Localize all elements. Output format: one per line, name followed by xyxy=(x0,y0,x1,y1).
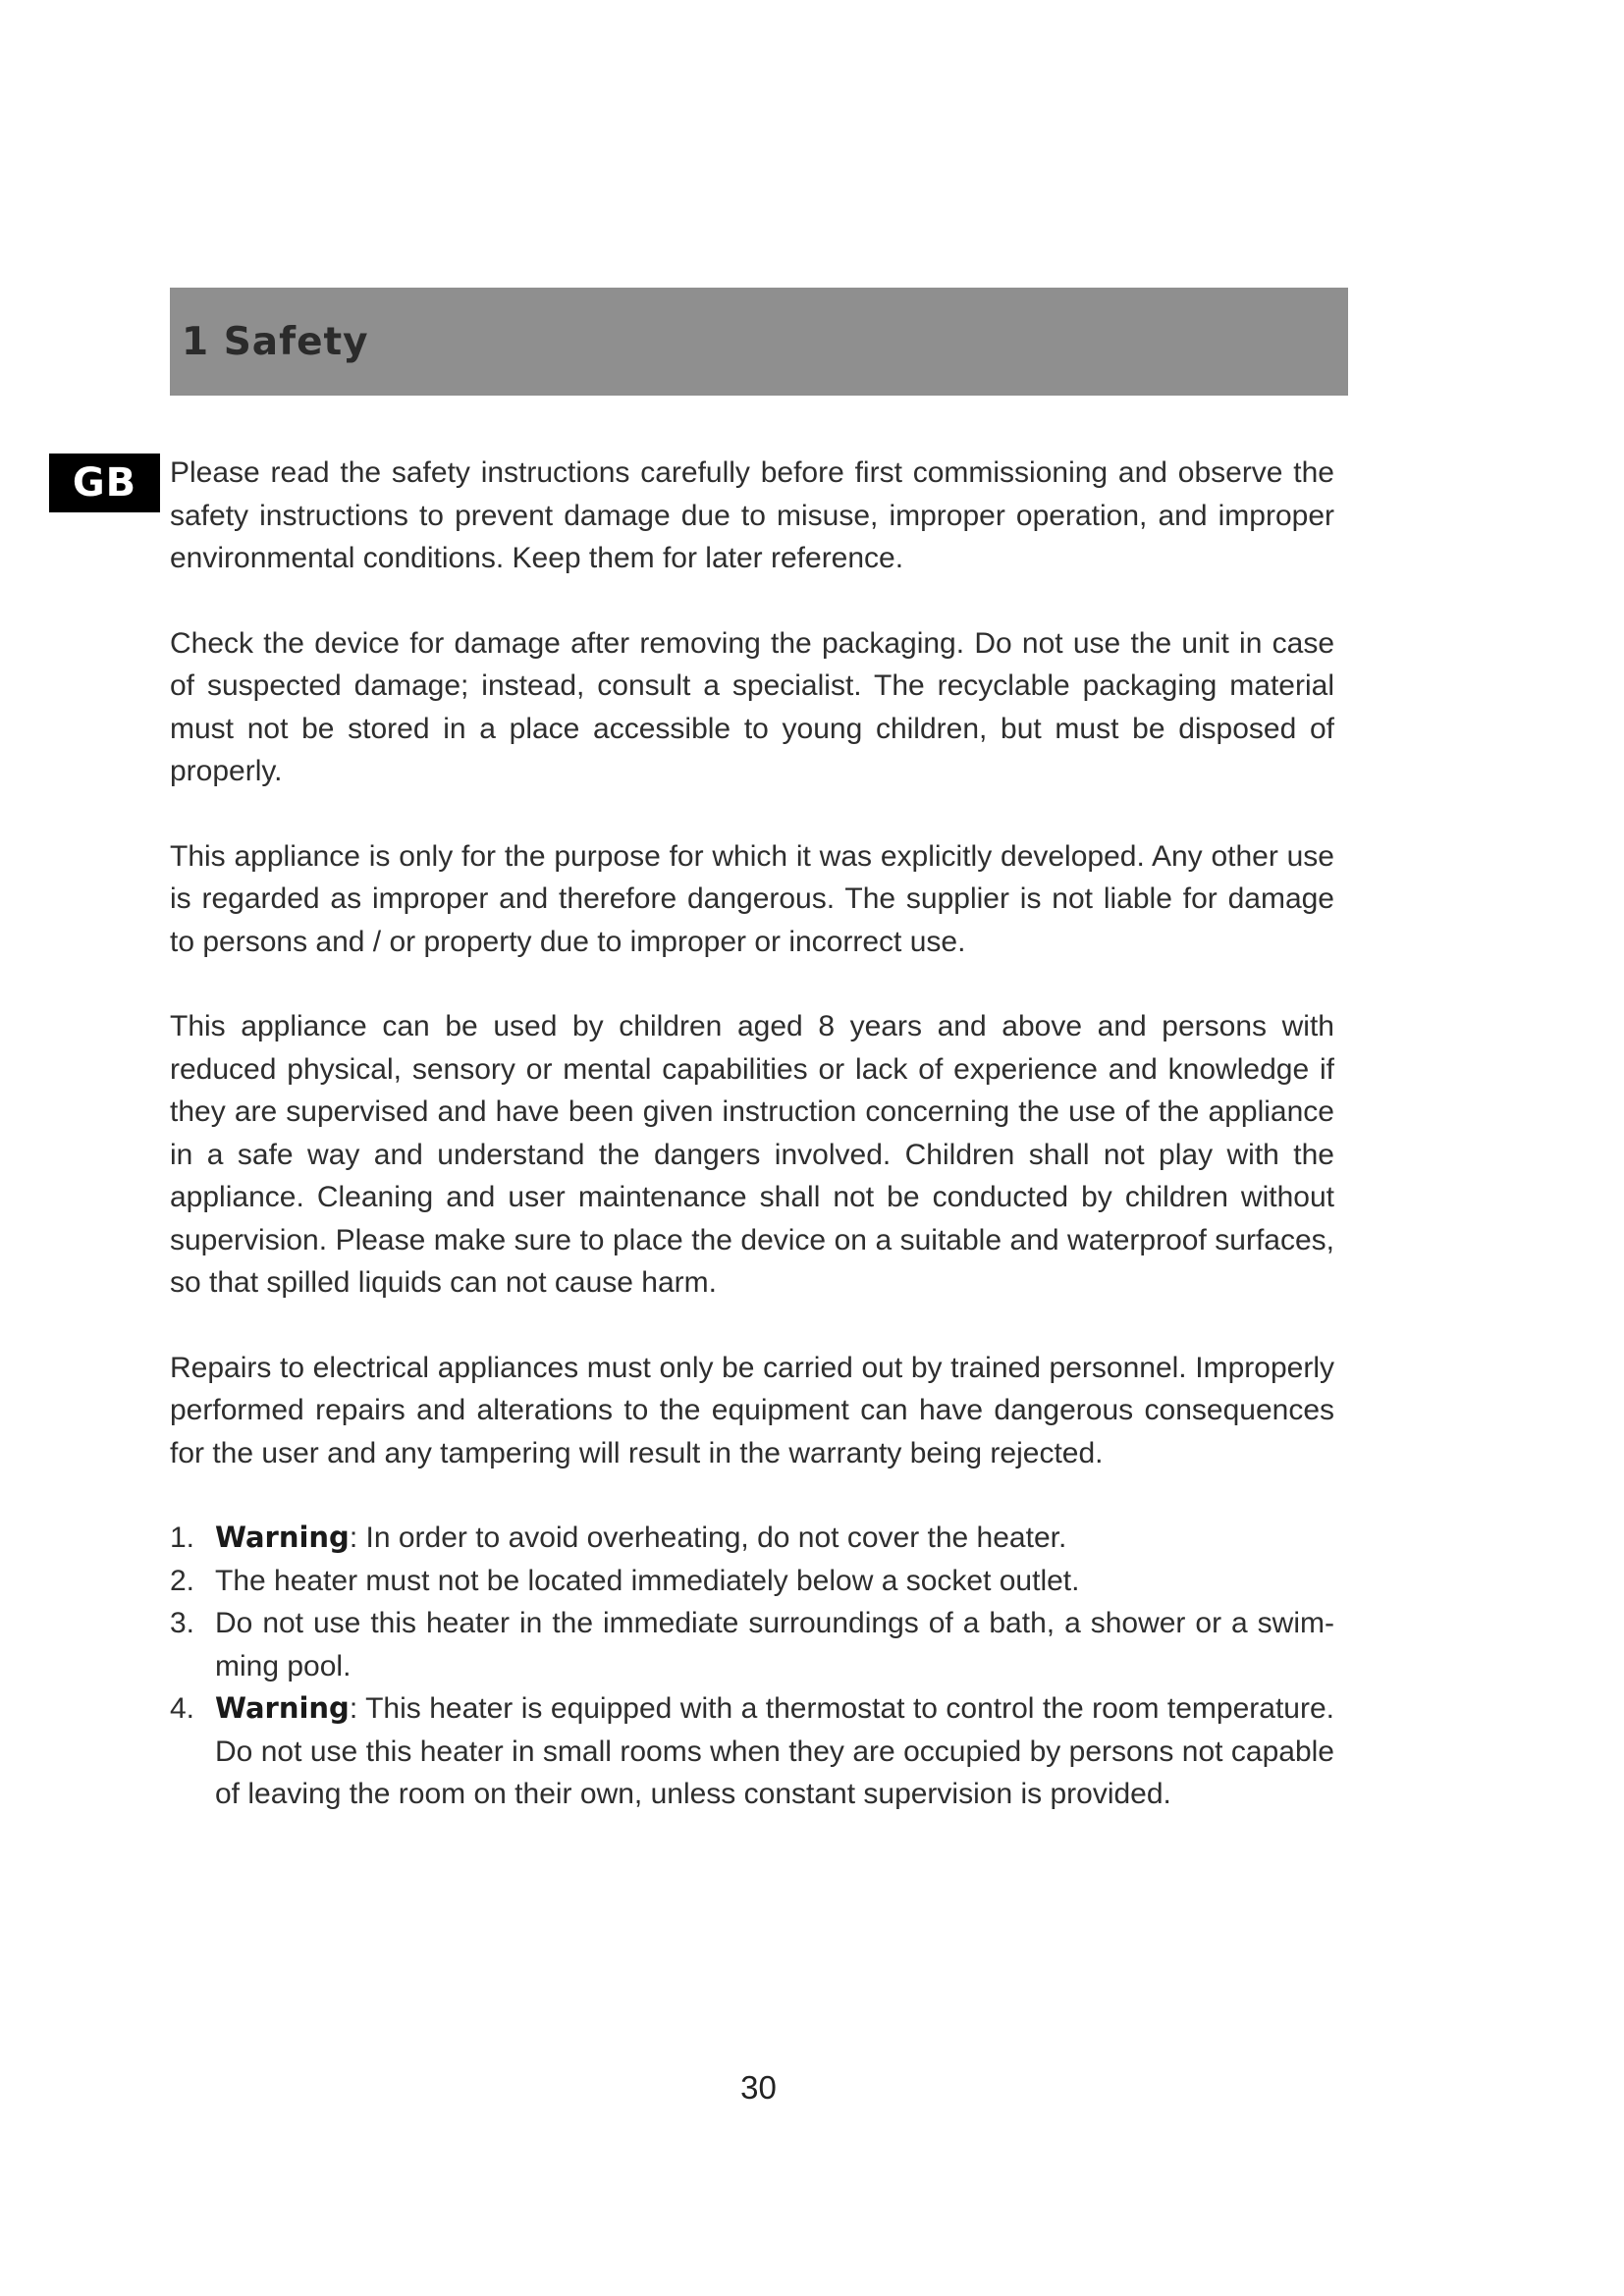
section-title: 1 Safety xyxy=(182,319,369,364)
list-item xyxy=(170,1687,1334,1816)
list-number: 2. xyxy=(170,1564,195,1597)
list-number: 4. xyxy=(170,1692,195,1725)
children-paragraph: This appliance can be used by children aged 8 years and above and persons with reduced physical, sensory or mental capabilities or lack of experience and knowledge if they are supervised and have been given instruction concerning the use of the appliance in a safe way and understand the dangers involved. Children shall not play with the appliance. Cleaning and user maintenance shall not be conducted by children without supervision. Please make sure to place the device on a suitable and waterproof surfaces, so that spilled liquids can not cause harm. xyxy=(170,1010,1334,1299)
list-item xyxy=(170,1602,1334,1687)
section-header xyxy=(170,288,1348,396)
list-number: 1. xyxy=(170,1522,195,1554)
warning-list xyxy=(170,1517,1334,1816)
list-text: This heater is equipped with a thermostat to control the room temperature. Do not use this heater in small rooms when they are occupied by persons not capable of leaving the room on their own, unless constant supervision is provided. xyxy=(215,1692,1334,1810)
warning-label: Warning xyxy=(215,1691,350,1725)
list-text: In order to avoid overheating, do not cover the heater. xyxy=(365,1522,1067,1554)
list-item xyxy=(170,1517,1334,1560)
repairs-paragraph: Repairs to electrical appliances must only be carried out by trained personnel. Improperly performed repairs and alterations to the equipment can have dangerous consequences for the user and any tampering will result in the warranty being rejected. xyxy=(170,1351,1334,1469)
list-text: Do not use this heater in the immediate surroundings of a bath, a shower or a swimming pool. xyxy=(215,1607,1334,1682)
list-text: The heater must not be located immediately below a socket outlet. xyxy=(215,1564,1080,1597)
list-separator: : xyxy=(349,1692,366,1725)
warning-label: Warning xyxy=(215,1521,350,1554)
intended-use-paragraph: This appliance is only for the purpose for which it was explicitly developed. Any other use is regarded as improper and therefore dangerous. The supplier is not liable for damage to persons and / or property due to improper or incorrect use. xyxy=(170,839,1334,958)
inspection-paragraph: Check the device for damage after removing the packaging. Do not use the unit in case of suspected damage; instead, consult a specialist. The recyclable packaging material must not be stored in a place accessible to young children, but must be disposed of properly. xyxy=(170,626,1334,787)
list-item xyxy=(170,1560,1334,1603)
body-content xyxy=(170,452,1334,1816)
page-number: 30 xyxy=(740,2069,777,2106)
intro-paragraph: Please read the safety instructions carefully before first commissioning and observe the safety instructions to prevent damage due to misuse, improper operation, and improper environmental conditions. Keep them for later reference. xyxy=(170,456,1334,574)
list-separator: : xyxy=(349,1522,366,1554)
language-tag: GB xyxy=(49,454,160,512)
list-number: 3. xyxy=(170,1607,195,1639)
